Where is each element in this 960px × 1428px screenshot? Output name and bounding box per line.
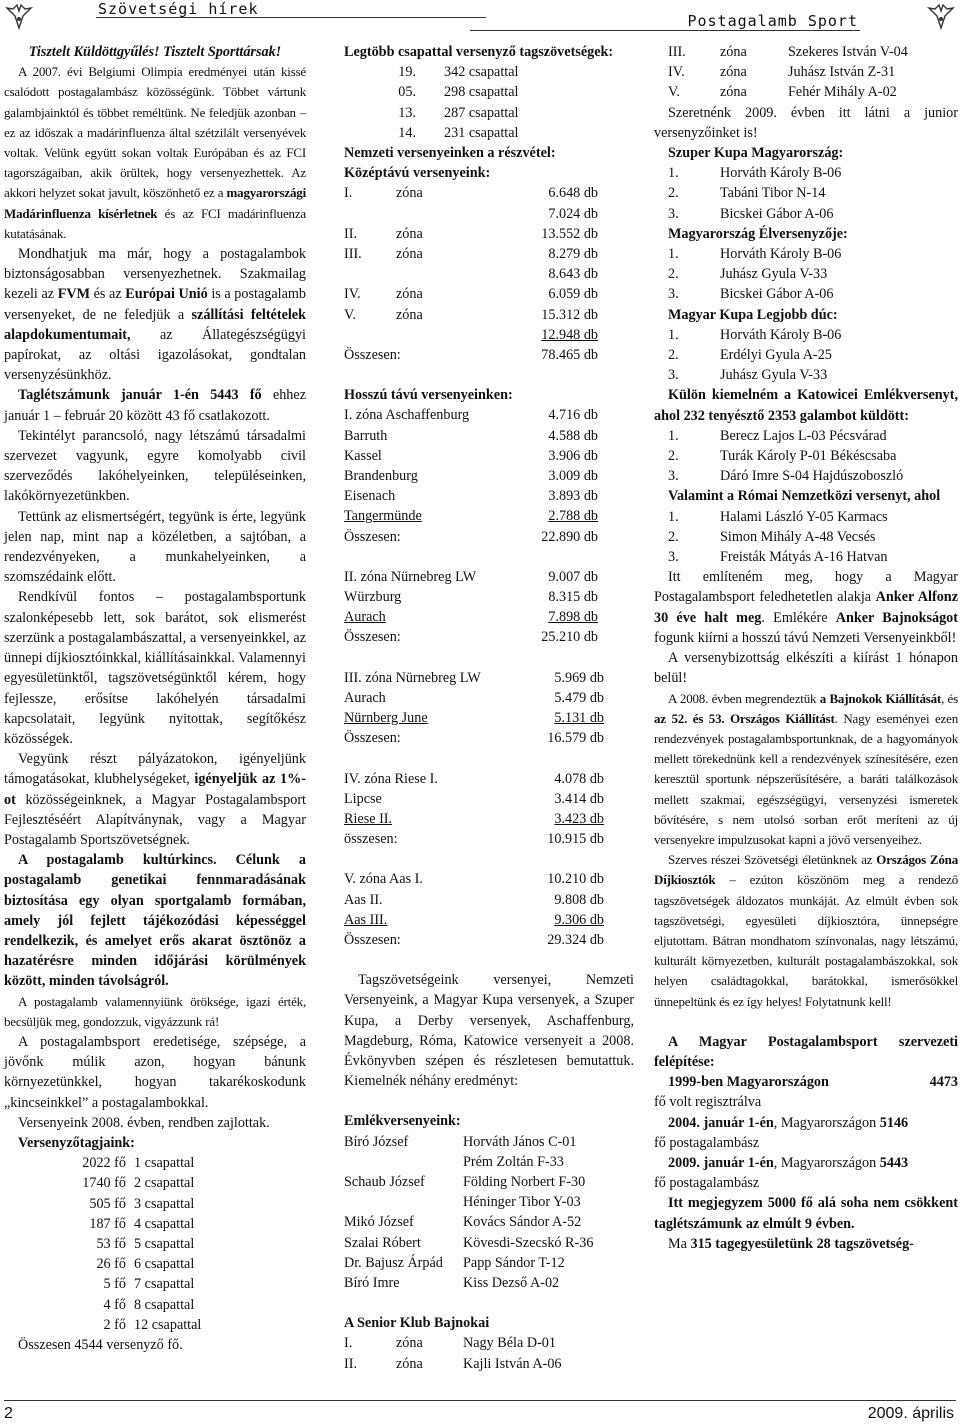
table-row: 2 fő 12 csapattal: [103, 1316, 202, 1333]
paragraph: Taglétszámunk január 1-én 5443 fő ehhez január 1 – február 20 között 43 fő csatlakozott.: [4, 387, 306, 424]
column-middle: [344, 42, 634, 1374]
long-group: [344, 405, 634, 546]
table-row: I. zóna 6.648 db: [344, 185, 598, 202]
paragraph: Rendkívül fontos – postagalambsportunk szalonképesebb lett, sok barátot, sok elismerést szerzünk a postagalambászattal, a versenyeinkkel, az ünnepi díjkiosztóinkkal, kiállításainkkal. Valamennyi egyesületünktől, tagszövetségünktől kérem, hogy fejlessze, erősítse lakóhelyén társadalmi kapcsolatait, legyünk nyitottak, segítőkész közösségek.: [4, 589, 306, 747]
long-group: [344, 769, 634, 850]
paragraph: Tekintélyt parancsoló, nagy létszámú társadalmi szervezet vagyunk, egyre komolyabb civil szerveződés lakóhelyeinken, településeinken, lakókörnyezetünkben.: [4, 427, 306, 505]
column-right: [654, 42, 958, 1254]
table-row: 2. Simon Mihály A-48 Vecsés: [668, 528, 876, 545]
table-row: Brandenburg 3.009 db: [344, 468, 598, 485]
table-row: Prém Zoltán F-33: [463, 1153, 564, 1170]
table-total: Összesen: 29.324 db: [344, 931, 604, 948]
table-row: I. zóna Nagy Béla D-01: [344, 1335, 556, 1352]
middle-distance-table: [344, 183, 634, 365]
table-row: 187 fő 4 csapattal: [89, 1215, 195, 1232]
long-distance-title: Hosszú távú versenyeinken:: [344, 387, 513, 404]
paragraph: Ma 315 tagegyesületünk 28 tagszövetség-: [668, 1235, 914, 1252]
table-row: 3. Bicskei Gábor A-06: [668, 205, 834, 222]
table-total: Összesen: 25.210 db: [344, 629, 598, 646]
paragraph: Vegyünk részt pályázatokon, igényeljünk támogatásokat, klubhelységeket, igényeljük az 1%-ot közösségeinknek, a Magyar Postagalambsport Fejlesztéséért Alapítványnak, vagy a Magyar Postagalamb Sportszövetségnek.: [4, 751, 306, 848]
table-row: 1. Halami László Y-05 Karmacs: [668, 508, 888, 525]
paragraph: Itt említeném meg, hogy a Magyar Postagalambsport feledhetetlen alakja Anker Alfonz 30 éve halt meg. Emlékére Anker Bajnokságot fogunk kiírni a hosszú távú Nemzeti Versenyeinkből!: [654, 569, 958, 646]
table-total: Összesen: 78.465 db: [344, 347, 598, 364]
stat-line: 2004. január 1-én, Magyarországon 5146 fő postagalambász: [654, 1114, 909, 1151]
table-row: II. zóna Kajli István A-06: [344, 1355, 562, 1372]
table-row: IV. zóna 6.059 db: [344, 286, 598, 303]
table-row: 2. Erdélyi Gyula A-25: [668, 347, 832, 364]
table-row: 505 fő 3 csapattal: [89, 1195, 195, 1212]
table-row: I. zóna Aschaffenburg 4.716 db: [344, 407, 598, 424]
structure-title: A Magyar Postagalambsport szervezeti felépítése:: [654, 1033, 958, 1070]
table-row: V. zóna 15.312 db: [344, 306, 598, 323]
table-row: Schaub József Földing Norbert F-30: [344, 1173, 586, 1190]
long-group: [344, 567, 634, 648]
table-row: Mikó József Kovács Sándor A-52: [344, 1214, 582, 1231]
table-row: Kassel 3.906 db: [344, 447, 598, 464]
stat-line: 2009. január 1-én, Magyarországon 5443 fő postagalambász: [654, 1154, 909, 1192]
section-title-left: Szövetségi hírek: [98, 0, 259, 18]
table-row: Aurach 7.898 db: [344, 609, 598, 626]
table-row: IV. zóna Riese I. 4.078 db: [344, 770, 604, 787]
table-row: 3. Bicskei Gábor A-06: [668, 286, 834, 303]
table-row: Würzburg 8.315 db: [344, 589, 598, 606]
table-row: Tangermünde 2.788 db: [344, 508, 598, 525]
table-row: III. zóna Nürnebreg LW 5.969 db: [344, 669, 604, 686]
page-header: [0, 0, 960, 40]
pigeon-emblem-icon: [926, 2, 956, 32]
table-row: 1. Berecz Lajos L-03 Pécsvárad: [668, 427, 887, 444]
top-racer-title: Magyarország Élversenyzője:: [668, 225, 848, 242]
paragraph: Tagszövetségeink versenyei, Nemzeti Versenyeink, a Magyar Kupa versenyek, a Szuper Kupa, a Derby versenyek, Aschaffenburg, Magdeburg, Róma, Katowice versenyeit a 2008. Évkönyvben szépen és részletesen bemutattuk. Kiemelnék néhány eredményt:: [344, 972, 634, 1090]
table-row: 7.024 db: [548, 205, 598, 222]
table-row: Szalai Róbert Kövesdi-Szecskó R-36: [344, 1234, 594, 1251]
table-row: 1740 fő 2 csapattal: [82, 1175, 195, 1192]
table-row: 26 fő 6 csapattal: [96, 1256, 195, 1273]
table-row: Bíró József Horváth János C-01: [344, 1133, 577, 1150]
middle-distance-title: Középtávú versenyeink:: [344, 165, 491, 182]
table-row: 3. Juhász Gyula V-33: [668, 367, 828, 384]
paragraph: A versenybizottság elkészíti a kiírást 1 hónapon belül!: [654, 650, 958, 687]
table-row: 14. 231 csapattal: [398, 124, 519, 141]
table-row: V. zóna Aas I. 10.210 db: [344, 871, 604, 888]
paragraph: A 2007. évi Belgiumi Olimpia eredményei után kissé csalódott postagalambász közösségünk. Többet vártunk galambjainktól és többet reméltünk. Ne feledjük azonban – ez az időszak a madárinfluenza által szétzilált versenyévek voltak. Velünk együtt sokan voltak Európában és az FCI tagországaiban, akik örültek, hogy versenyezhettek. Az akkori helyzet sokat javult, köszönhető ez a magyarországi Madárinfluenza kísérletnek és az FCI madárinfluenza kutatásának.: [4, 64, 306, 241]
best-loft-title: Magyar Kupa Legjobb dúc:: [668, 306, 838, 323]
table-row: V. zóna Fehér Mihály A-02: [668, 84, 897, 101]
paragraph: Szeretnénk 2009. évben itt látni a junior versenyzőinket is!: [654, 104, 958, 141]
senior-club-title: A Senior Klub Bajnokai: [344, 1315, 490, 1332]
table-row: 53 fő 5 csapattal: [96, 1235, 195, 1252]
table-row: 05. 298 csapattal: [398, 84, 519, 101]
national-title: Nemzeti versenyeinken a részvétel:: [344, 145, 556, 162]
table-row: Bíró Imre Kiss Dezső A-02: [344, 1274, 560, 1291]
table-row: IV. zóna Juhász István Z-31: [668, 64, 896, 81]
paragraph: A 2008. évben megrendeztük a Bajnokok Kiállítását, és az 52. és 53. Országos Kiállítást. Nagy eseményei ezen rendezvények postagalambsportunknak, de a hagyományok mellett törekednünk kell a rendezvények színesítésére, ezen keresztül sportunk népszerűsítésére, a baráti találkozások mellett szakmai, egészségügyi, versenyzési ismeretek bővítésére, s nem utolsó sorban erőt meríteni az új versenyekre impulzusokat kapni a jövő versenyeihez.: [654, 690, 958, 847]
table-row: Aurach 5.479 db: [344, 689, 604, 706]
table-row: III. zóna Szekeres István V-04: [668, 44, 908, 60]
super-cup-title: Szuper Kupa Magyarország:: [668, 145, 844, 162]
table-row: 1. Horváth Károly B-06: [668, 246, 842, 263]
footer-rule: [4, 1400, 956, 1401]
table-row: 5 fő 7 csapattal: [103, 1276, 195, 1293]
long-group: [344, 869, 634, 950]
paragraph: Mondhatjuk ma már, hogy a postagalambok biztonságosabban versenyezhetnek. Szakmailag kezeli az FVM és az Európai Unió is a postagalamb versenyeket, de ne feledjük a szállítási feltételek alapdokumentumait, az Állategészségügyi papírokat, az oltási igazolásokat, gondtalan versenyzésünkhöz.: [4, 246, 307, 384]
greeting: Tisztelt Küldöttgyűlés! Tisztelt Sporttársak!: [28, 44, 282, 60]
table-row: Nürnberg June 5.131 db: [344, 710, 604, 727]
table-row: 1. Horváth Károly B-06: [668, 326, 842, 343]
memorial-table: [344, 1132, 634, 1294]
rome-paragraph: Valamint a Római Nemzetközi versenyt, ahol: [668, 488, 941, 505]
page-number: 2: [4, 1405, 13, 1422]
table-row: Héninger Tibor Y-03: [463, 1194, 581, 1211]
table-row: 2022 fő 1 csapattal: [82, 1155, 195, 1172]
table-row: Aas III. 9.306 db: [344, 911, 604, 928]
most-teams-title: Legtöbb csapattal versenyző tagszövetségek:: [344, 44, 614, 60]
paragraph-bold: Itt megjegyzem 5000 fő alá soha nem csökkent taglétszámunk az elmúlt 9 évben.: [654, 1195, 958, 1232]
table-row: Barruth 4.588 db: [344, 427, 598, 444]
table-row: 1. Horváth Károly B-06: [668, 165, 842, 182]
table-row: Eisenach 3.893 db: [344, 488, 598, 505]
header-rule-right: [470, 30, 860, 31]
paragraph: Tettünk az elismertségért, tegyünk is érte, legyünk jelen nap, mint nap a közéletben, a sajtóban, a rendezvényeken, a munkahelyeinken, a szomszédaink előtt.: [4, 508, 306, 586]
table-row: 3. Freisták Mátyás A-16 Hatvan: [668, 549, 888, 566]
issue-date: 2009. április: [867, 1405, 954, 1422]
members-total: Összesen 4544 versenyző fő.: [18, 1337, 183, 1353]
table-row: III. zóna 8.279 db: [344, 246, 598, 263]
katowice-paragraph: Külön kiemelném a Katowicei Emlékversenyt, ahol 232 tenyésztő 2353 galambot küldött:: [654, 387, 958, 424]
paragraph: A postagalambsport eredetisége, szépsége, a jövőnk múlik azon, hogyan bánunk környezetünkkel, hogyan takarékoskodunk „kincseinkkel” a postagalambokkal.: [4, 1033, 306, 1111]
table-row: Lipcse 3.414 db: [344, 790, 604, 807]
paragraph: Szerves részei Szövetségi életünknek az Országos Zóna Díjkiosztók – ezúton köszönöm meg a rendező tagszövetségek áldozatos munkáját. Az elmúlt évben sok tagszövetségi, egyesületi díjkiosztóra, ünnepségre eljutottam. Bátran mondhatom színvonalas, nagy létszámú, kulturált környezetben, kulturált postagalambászokkal, sok helyen családtagokkal, barátokkal, ismerősökkel ünnepeltünk és ez így helyes! Folytatnunk kell!: [654, 852, 958, 1009]
table-row: 8.643 db: [548, 266, 598, 283]
stat-line: 1999-ben Magyarországon 4473 fő volt regisztrálva: [654, 1074, 958, 1111]
table-total: Összesen: 22.890 db: [344, 528, 598, 545]
table-row: 2. Tabáni Tibor N-14: [668, 185, 826, 202]
paragraph-bold: A postagalamb kultúrkincs. Célunk a postagalamb genetikai fennmaradásának biztosítása egy olyan sportgalamb formában, amely jól fejlett tájékozódási képességgel rendelkezik, és amelyet erős akarat ösztönöz a hazatérésre minden időjárási körülmények között, minden távolságról.: [4, 852, 306, 990]
table-row: Aas II. 9.808 db: [344, 891, 604, 908]
section-title-right: Postagalamb Sport: [687, 12, 858, 30]
pigeon-emblem-icon: [4, 2, 34, 32]
long-group: [344, 668, 634, 749]
memorial-races-title: Emlékversenyeink:: [344, 1113, 461, 1130]
table-row: II. zóna Nürnebreg LW 9.007 db: [344, 568, 598, 585]
table-total: Összesen: 16.579 db: [344, 730, 604, 747]
table-row: 13. 287 csapattal: [398, 104, 519, 121]
table-row: 19. 342 csapattal: [398, 64, 519, 81]
table-total: összesen: 10.915 db: [344, 831, 604, 848]
table-row: 12.948 db: [541, 326, 598, 343]
table-row: 4 fő 8 csapattal: [103, 1296, 195, 1313]
paragraph: Versenyeink 2008. évben, rendben zajlottak.: [18, 1114, 270, 1131]
members-title: Versenyzőtagjaink:: [18, 1134, 135, 1151]
table-row: Dr. Bajusz Árpád Papp Sándor T-12: [344, 1254, 565, 1271]
members-table: [4, 1153, 306, 1335]
table-row: 3. Dáró Imre S-04 Hajdúszoboszló: [668, 468, 904, 485]
paragraph: A postagalamb valamennyiünk öröksége, igazi érték, becsüljük meg, gondozzuk, vigyázzunk rá!: [4, 993, 306, 1029]
column-left: [4, 42, 306, 1355]
table-row: 2. Turák Károly P-01 Békéscsaba: [668, 448, 897, 465]
table-row: II. zóna 13.552 db: [344, 225, 598, 242]
table-row: Riese II. 3.423 db: [344, 810, 604, 827]
table-row: 2. Juhász Gyula V-33: [668, 266, 828, 283]
